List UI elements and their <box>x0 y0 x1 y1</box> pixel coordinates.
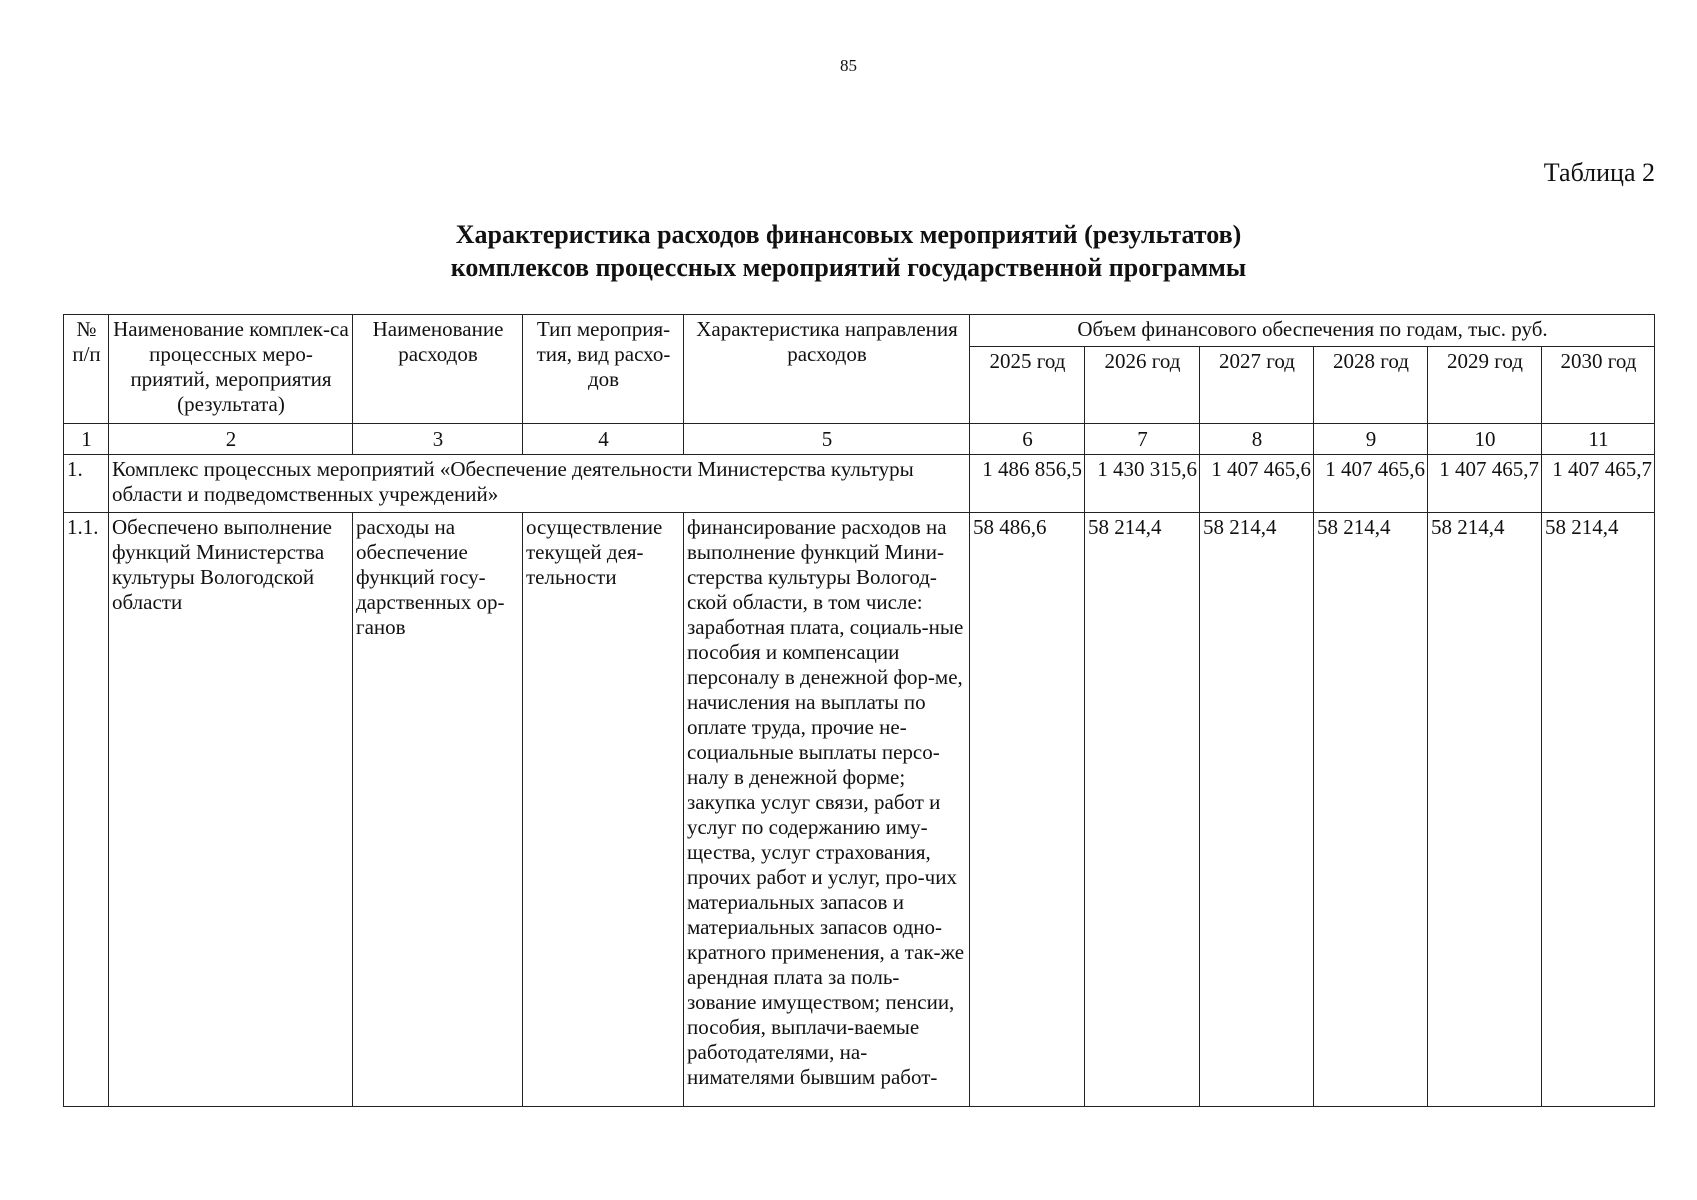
expense-name: расходы на обеспечение функций госу-дарственных ор-ганов <box>353 513 523 1107</box>
amount-2029: 1 407 465,7 <box>1428 455 1542 513</box>
header-year: 2029 год <box>1428 347 1542 424</box>
amount-2030: 58 214,4 <box>1542 513 1655 1107</box>
table-row-event <box>64 513 1655 1107</box>
event-type: осуществление текущей дея-тельности <box>523 513 684 1107</box>
document-title <box>0 218 1697 284</box>
column-number: 6 <box>970 424 1085 455</box>
title-line-1: Характеристика расходов финансовых мероприятий (результатов) <box>455 220 1242 249</box>
amount-2030: 1 407 465,7 <box>1542 455 1655 513</box>
column-number: 9 <box>1314 424 1428 455</box>
amount-2029: 58 214,4 <box>1428 513 1542 1107</box>
column-number: 11 <box>1542 424 1655 455</box>
amount-2028: 1 407 465,6 <box>1314 455 1428 513</box>
amount-2028: 58 214,4 <box>1314 513 1428 1107</box>
table-label: Таблица 2 <box>1543 158 1655 187</box>
header-year: 2028 год <box>1314 347 1428 424</box>
column-number: 4 <box>523 424 684 455</box>
amount-2026: 58 214,4 <box>1085 513 1200 1107</box>
column-number: 5 <box>684 424 970 455</box>
column-number: 10 <box>1428 424 1542 455</box>
expenses-table <box>63 314 1655 1107</box>
page-number: 85 <box>840 56 857 75</box>
column-number-row <box>64 424 1655 455</box>
column-number: 2 <box>109 424 353 455</box>
header-expense-name: Наименование расходов <box>353 315 523 424</box>
column-number: 1 <box>64 424 109 455</box>
amount-2025: 1 486 856,5 <box>970 455 1085 513</box>
header-complex-name: Наименование комплек-са процессных меро-приятий, мероприятия (результата) <box>109 315 353 424</box>
header-year: 2026 год <box>1085 347 1200 424</box>
header-volume: Объем финансового обеспечения по годам, тыс. руб. <box>970 315 1655 347</box>
header-number: № п/п <box>64 315 109 424</box>
header-row-1 <box>64 315 1655 347</box>
amount-2026: 1 430 315,6 <box>1085 455 1200 513</box>
complex-name: Комплекс процессных мероприятий «Обеспечение деятельности Министерства культуры области и подведомственных учреждений» <box>109 455 970 513</box>
event-name: Обеспечено выполнение функций Министерства культуры Вологодской области <box>109 513 353 1107</box>
header-year: 2030 год <box>1542 347 1655 424</box>
amount-2027: 1 407 465,6 <box>1200 455 1314 513</box>
column-number: 7 <box>1085 424 1200 455</box>
amount-2025: 58 486,6 <box>970 513 1085 1107</box>
column-number: 3 <box>353 424 523 455</box>
header-year: 2025 год <box>970 347 1085 424</box>
header-event-type: Тип мероприя-тия, вид расхо-дов <box>523 315 684 424</box>
row-number: 1. <box>64 455 109 513</box>
header-year: 2027 год <box>1200 347 1314 424</box>
expense-description: финансирование расходов на выполнение функций Мини-стерства культуры Вологод-ской области, в том числе: заработная плата, социаль-ные пособия и компенсации персоналу в денежной фор-ме, начисления на выплаты по оплате труда, прочие не-социальные выплаты персо-налу в денежной форме; закупка услуг связи, работ и услуг по содержанию иму-щества, услуг страхования, прочих работ и услуг, про-чих материальных запасов и материальных запасов одно-кратного применения, а так-же арендная плата за поль-зование имуществом; пенсии, пособия, выплачи-ваемые работодателями, на-нимателями бывшим работ- <box>684 513 970 1107</box>
column-number: 8 <box>1200 424 1314 455</box>
header-description: Характеристика направления расходов <box>684 315 970 424</box>
table-row-complex <box>64 455 1655 513</box>
row-number: 1.1. <box>64 513 109 1107</box>
amount-2027: 58 214,4 <box>1200 513 1314 1107</box>
title-line-2: комплексов процессных мероприятий государственной программы <box>450 253 1247 282</box>
